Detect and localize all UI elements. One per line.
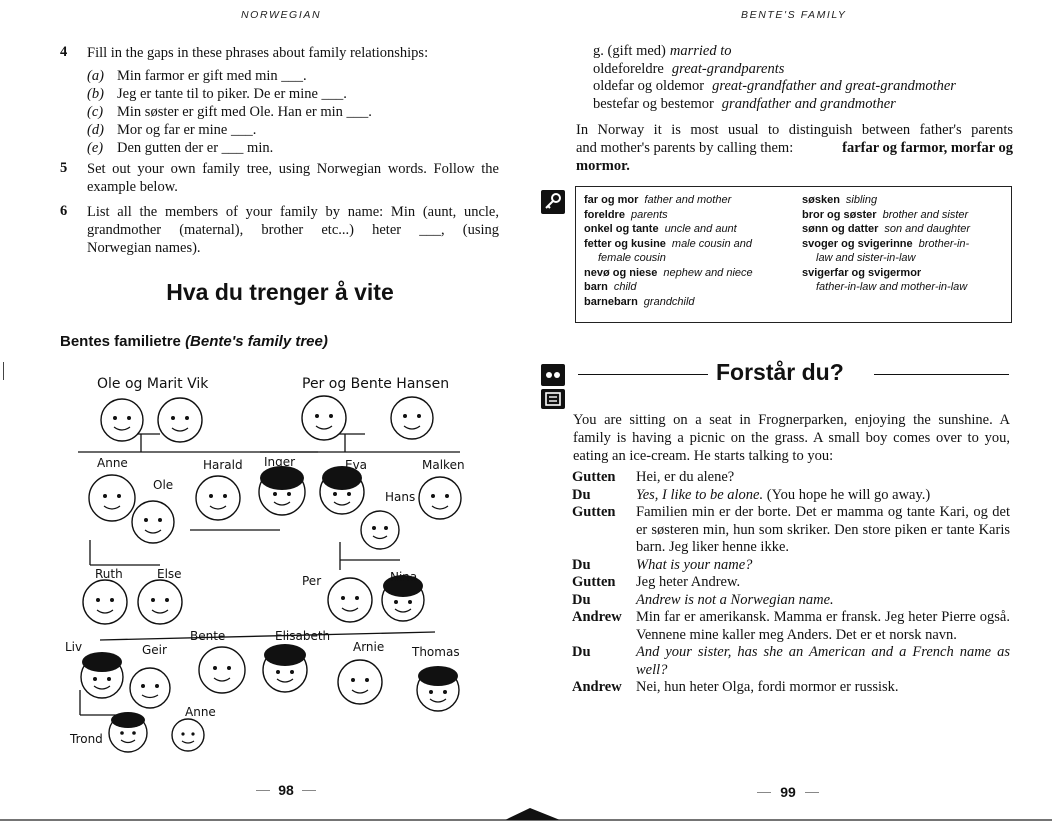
vocab-item: onkel og tante uncle and aunt: [584, 223, 737, 235]
face-anne-small: [172, 719, 204, 751]
vocab-item: søsken sibling: [802, 194, 878, 206]
tree-label-nina: Nina: [390, 570, 418, 584]
vocab-top-list: [593, 43, 1013, 113]
vocab-item-continued: female cousin: [598, 252, 666, 264]
face-ruth: [83, 580, 127, 624]
vocab-item-continued: law and sister-in-law: [816, 252, 916, 264]
dialogue-line: Andrew Nei, hun heter Olga, fordi mormor er russisk.: [572, 679, 899, 695]
cassette-icon: [541, 364, 565, 386]
paragraph-grandparents: In Norway it is most usual to distinguish between father's parents and mother's parents by calling them: farfar og farmor, morfar og mormor.: [576, 122, 1013, 174]
sub-item-c: (c) Min søster er gift med Ole. Han er min ___.: [87, 104, 372, 120]
face-else: [138, 580, 182, 624]
tree-label-arnie: Arnie: [353, 640, 385, 654]
sub-item-e: (e) Den gutten der er ___ min.: [87, 140, 274, 156]
vocab-item: far og mor father and mother: [584, 194, 732, 206]
exercise-5-text: Set out your own family tree, using Norwegian words. Follow the example below.: [87, 161, 499, 195]
dialogue-line: Gutten Familien min er der borte. Det er mamma og tante Kari, og det er søsteren min, hun som skriker. Den store piken er tante Karis barn. Jeg liker henne ikke.: [572, 504, 1010, 555]
vocab-item: sønn og datter son and daughter: [802, 223, 971, 235]
vocab-item-continued: father-in-law and mother-in-law: [816, 281, 968, 293]
page-number-right: 99: [780, 784, 796, 800]
heading-rule-right: [874, 374, 1009, 375]
face-ole-grandfather: [101, 399, 143, 441]
tree-label-hans: Hans: [385, 490, 416, 504]
page-number-dash: [757, 792, 771, 793]
vocab-item: bror og søster brother and sister: [802, 208, 969, 221]
dialogue-line: Du Andrew is not a Norwegian name.: [572, 591, 834, 608]
page-number-dash: [256, 790, 270, 791]
exercise-6-text: List all the members of your family by name: Min (aunt, uncle, grandmother (maternal), brother etc...) heter ___, (using Norwegian names).: [87, 204, 499, 256]
dialogue: [572, 469, 1010, 697]
vocab-item: svoger og svigerinne brother-in-: [802, 237, 970, 250]
sub-item-a: (a) Min farmor er gift med min ___.: [87, 68, 307, 84]
tree-label-malken: Malken: [422, 458, 465, 472]
page-number-left: 98: [278, 782, 294, 798]
heading-rule-left: [578, 374, 708, 375]
tree-label-eva: Eva: [345, 458, 368, 472]
face-per-grandfather: [302, 396, 346, 440]
tree-label-thomas: Thomas: [412, 645, 460, 659]
face-hans: [361, 511, 399, 549]
vocab-box-right-column: [802, 193, 1007, 295]
face-ole: [132, 501, 174, 543]
tree-label-elisabeth: Elisabeth: [275, 629, 331, 643]
page-number-right-wrap: [757, 784, 819, 800]
tree-label-ole-og-marit-vik: Ole og Marit Vik: [97, 376, 209, 392]
dialogue-line: Gutten Jeg heter Andrew.: [572, 574, 741, 590]
face-bente: [199, 647, 245, 693]
vocab-item: foreldre parents: [584, 208, 668, 221]
section-heading-hva-du-trenger: Hva du trenger å vite: [166, 279, 394, 305]
tree-label-else: Else: [157, 567, 182, 581]
exercise-4-number: 4: [60, 44, 68, 60]
face-malken: [419, 477, 461, 519]
face-marit-grandmother: [158, 398, 202, 442]
family-tree-illustration: [60, 370, 500, 760]
tree-label-liv: Liv: [65, 640, 83, 654]
tree-label-anne: Anne: [97, 456, 128, 470]
vocab-line: bestefar og bestemor grandfather and grandmother: [593, 95, 896, 112]
vocab-line: oldeforeldre great-grandparents: [593, 60, 785, 77]
key-icon: [541, 190, 565, 214]
face-harald: [196, 476, 240, 520]
sub-item-d: (d) Mor og far er mine ___.: [87, 122, 257, 138]
tree-label-ruth: Ruth: [95, 567, 123, 581]
margin-mark: [3, 362, 4, 380]
exercise-4-text: Fill in the gaps in these phrases about family relationships:: [87, 45, 429, 61]
tree-label-anne-bottom: Anne: [185, 705, 216, 719]
running-head-right: BENTE'S FAMILY: [741, 9, 847, 21]
vocab-item: svigerfar og svigermor: [802, 266, 922, 279]
page-number-dash: [805, 792, 819, 793]
page-number-left-wrap: [256, 782, 316, 798]
vocab-item: nevø og niese nephew and niece: [584, 266, 753, 279]
vocab-item: barnebarn grandchild: [584, 295, 695, 308]
vocab-line: g. (gift med) married to: [593, 43, 732, 59]
dialogue-line: Du What is your name?: [572, 556, 753, 573]
vocab-item: barn child: [584, 281, 637, 293]
dialogue-line: Du Yes, I like to be alone. (You hope he will go away.): [572, 486, 931, 503]
tree-label-geir: Geir: [142, 643, 167, 657]
dialogue-line: Du And your sister, has she an American and a French name as well?: [572, 644, 1010, 678]
tree-label-inger: Inger: [264, 455, 296, 469]
exercise-6-number: 6: [60, 203, 68, 219]
vocab-item: fetter og kusine male cousin and: [584, 237, 753, 250]
face-anne: [89, 475, 135, 521]
book-icon: [541, 389, 565, 409]
tree-label-per: Per: [302, 574, 322, 588]
tree-label-per-og-bente-hansen: Per og Bente Hansen: [302, 376, 450, 392]
tree-label-bente: Bente: [190, 629, 226, 643]
tree-heading: Bentes familietre (Bente's family tree): [60, 333, 328, 350]
face-per: [328, 578, 372, 622]
exercise-4-sub-items: [87, 67, 507, 157]
tree-label-ole: Ole: [153, 478, 174, 492]
spine-shadow: [0, 800, 1052, 822]
vocab-box-left-column: [584, 193, 799, 309]
face-geir: [130, 668, 170, 708]
exercise-5-number: 5: [60, 160, 68, 176]
vocab-line: oldefar og oldemor great-grandfather and great-grandmother: [593, 78, 956, 94]
dialogue-line: Gutten Hei, er du alene?: [572, 469, 735, 485]
section-heading-forstar-du: Forstår du?: [716, 359, 844, 385]
face-arnie: [338, 660, 382, 704]
dialogue-intro: You are sitting on a seat in Frognerparken, enjoying the sunshine. A family is having a picnic on the grass. A small boy comes over to you, eating an ice-cream. He starts talking to you:: [573, 412, 1010, 464]
running-head-left: NORWEGIAN: [241, 9, 322, 21]
tree-label-harald: Harald: [203, 458, 243, 472]
dialogue-line: Andrew Min far er amerikansk. Mamma er fransk. Jeg heter Pierre også. Vennene mine kaller meg Anders. Det er et norsk navn.: [572, 609, 1010, 643]
tree-label-trond: Trond: [70, 732, 103, 746]
face-bente-grandmother: [391, 397, 433, 439]
sub-item-b: (b) Jeg er tante til to piker. De er mine ___.: [87, 86, 347, 102]
page-number-dash: [302, 790, 316, 791]
